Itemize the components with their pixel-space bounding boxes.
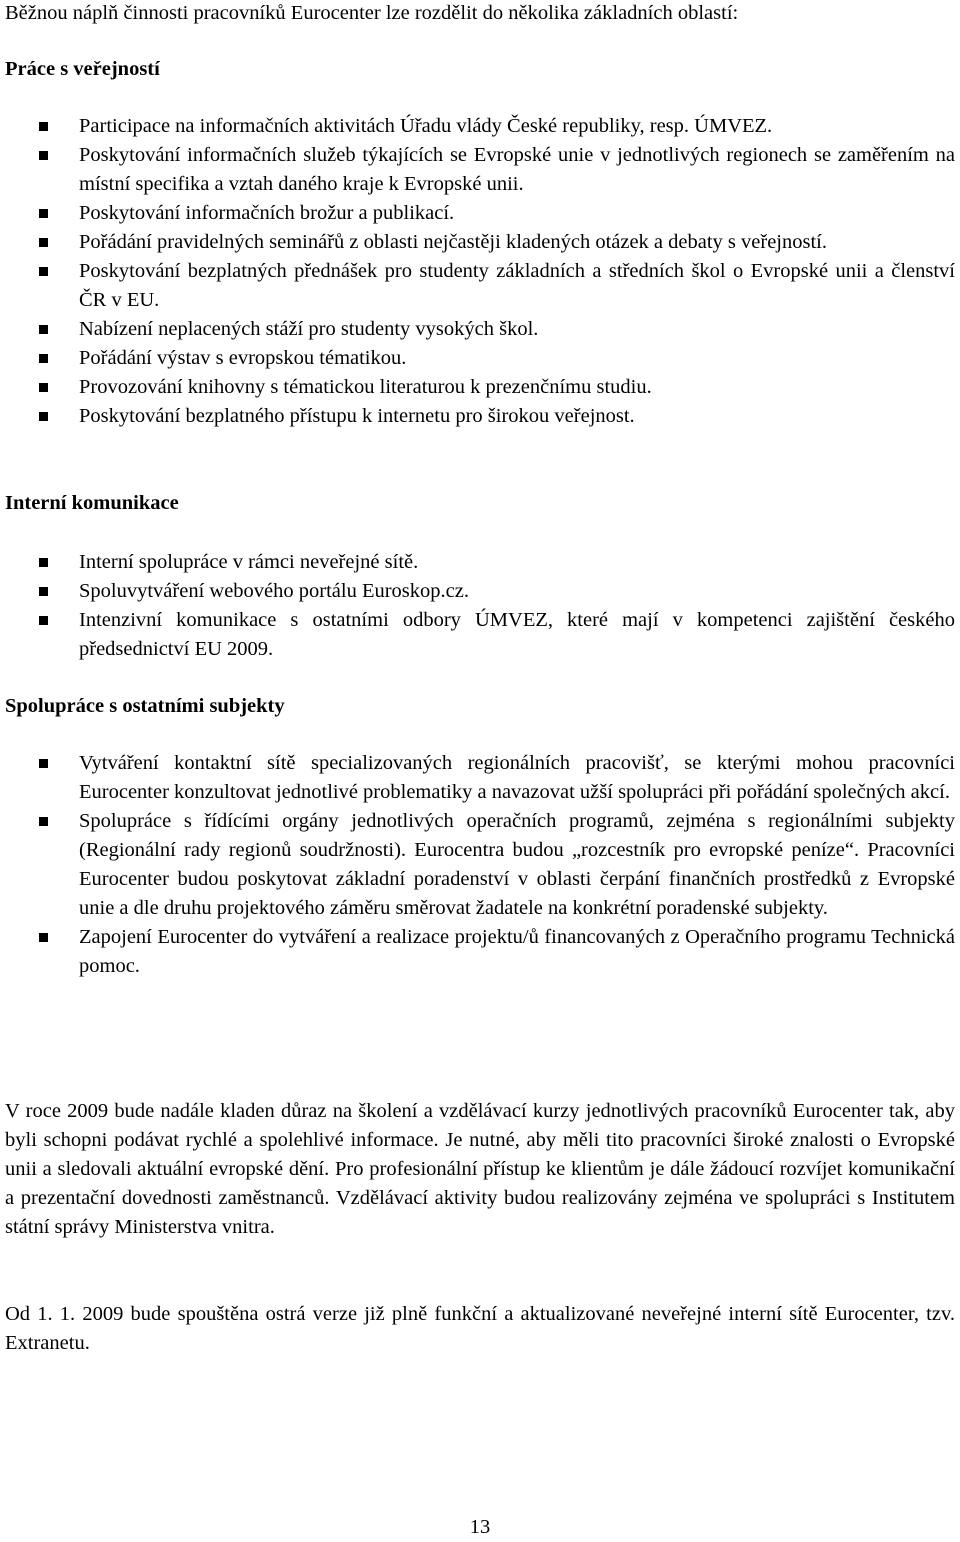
bullet-square-icon xyxy=(39,325,48,334)
bullet-square-icon xyxy=(39,759,48,768)
bullet-list-public xyxy=(5,112,955,431)
section-heading-cooperation: Spolupráce s ostatními subjekty xyxy=(5,695,285,717)
list-item: Vytváření kontaktní sítě specializovaných regionálních pracovišť, se kterými mohou pracovníci Eurocenter konzultovat jednotlivé problematiky a navazovat užší spolupráci při pořádání společných akcí. xyxy=(5,749,955,807)
bullet-square-icon xyxy=(39,122,48,131)
list-item: Intenzivní komunikace s ostatními odbory ÚMVEZ, které mají v kompetenci zajištění českého předsednictví EU 2009. xyxy=(5,606,955,664)
paragraph-extranet: Od 1. 1. 2009 bude spouštěna ostrá verze již plně funkční a aktualizované neveřejné interní sítě Eurocenter, tzv. Extranetu. xyxy=(5,1303,955,1354)
list-item: Nabízení neplacených stáží pro studenty vysokých škol. xyxy=(5,315,955,344)
list-item: Spolupráce s řídícími orgány jednotlivých operačních programů, zejména s regionálními subjekty (Regionální rady regionů soudržnosti). Eurocentra budou „rozcestník pro evropské peníze“. Pracovníci Eurocenter budou poskytovat základní poradenství v oblasti čerpání finančních prostředků z Evropské unie a dle druhu projektového záměru směrovat žadatele na konkrétní poradenské subjekty. xyxy=(5,807,955,923)
paragraph-training: V roce 2009 bude nadále kladen důraz na školení a vzdělávací kurzy jednotlivých pracovníků Eurocenter tak, aby byli schopni podávat rychlé a spolehlivé informace. Je nutné, aby měli tito pracovníci široké znalosti o Evropské unii a sledovali aktuální evropské dění. Pro profesionální přístup ke klientům je dále žádoucí rozvíjet komunikační a prezentační dovednosti zaměstnanců. Vzdělávací aktivity budou realizovány zejména ve spolupráci s Institutem státní správy Ministerstva vnitra. xyxy=(5,1100,955,1238)
list-item: Poskytování informačních služeb týkajících se Evropské unie v jednotlivých regionech se zaměřením na místní specifika a vztah daného kraje k Evropské unii. xyxy=(5,141,955,199)
bullet-square-icon xyxy=(39,587,48,596)
bullet-square-icon xyxy=(39,238,48,247)
list-item: Provozování knihovny s tématickou literaturou k prezenčnímu studiu. xyxy=(5,373,955,402)
intro-text: Běžnou náplň činnosti pracovníků Eurocenter lze rozdělit do několika základních oblastí: xyxy=(5,2,739,24)
list-item: Spoluvytváření webového portálu Euroskop.cz. xyxy=(5,577,955,606)
list-item: Participace na informačních aktivitách Úřadu vlády České republiky, resp. ÚMVEZ. xyxy=(5,112,955,141)
list-item: Pořádání pravidelných seminářů z oblasti nejčastěji kladených otázek a debaty s veřejností. xyxy=(5,228,955,257)
list-item: Pořádání výstav s evropskou tématikou. xyxy=(5,344,955,373)
bullet-square-icon xyxy=(39,151,48,160)
list-item: Poskytování bezplatného přístupu k internetu pro širokou veřejnost. xyxy=(5,402,955,431)
bullet-square-icon xyxy=(39,267,48,276)
list-item: Poskytování informačních brožur a publikací. xyxy=(5,199,955,228)
page-number: 13 xyxy=(469,1516,491,1538)
bullet-square-icon xyxy=(39,412,48,421)
section-heading-public: Práce s veřejností xyxy=(5,58,160,80)
section-heading-internal: Interní komunikace xyxy=(5,492,179,514)
bullet-square-icon xyxy=(39,383,48,392)
bullet-square-icon xyxy=(39,209,48,218)
bullet-square-icon xyxy=(39,817,48,826)
list-item: Interní spolupráce v rámci neveřejné sítě. xyxy=(5,548,955,577)
list-item: Poskytování bezplatných přednášek pro studenty základních a středních škol o Evropské unii a členství ČR v EU. xyxy=(5,257,955,315)
bullet-square-icon xyxy=(39,933,48,942)
list-item: Zapojení Eurocenter do vytváření a realizace projektu/ů financovaných z Operačního programu Technická pomoc. xyxy=(5,923,955,981)
bullet-list-cooperation xyxy=(5,749,955,981)
bullet-square-icon xyxy=(39,354,48,363)
bullet-square-icon xyxy=(39,558,48,567)
bullet-square-icon xyxy=(39,616,48,625)
bullet-list-internal xyxy=(5,548,955,664)
